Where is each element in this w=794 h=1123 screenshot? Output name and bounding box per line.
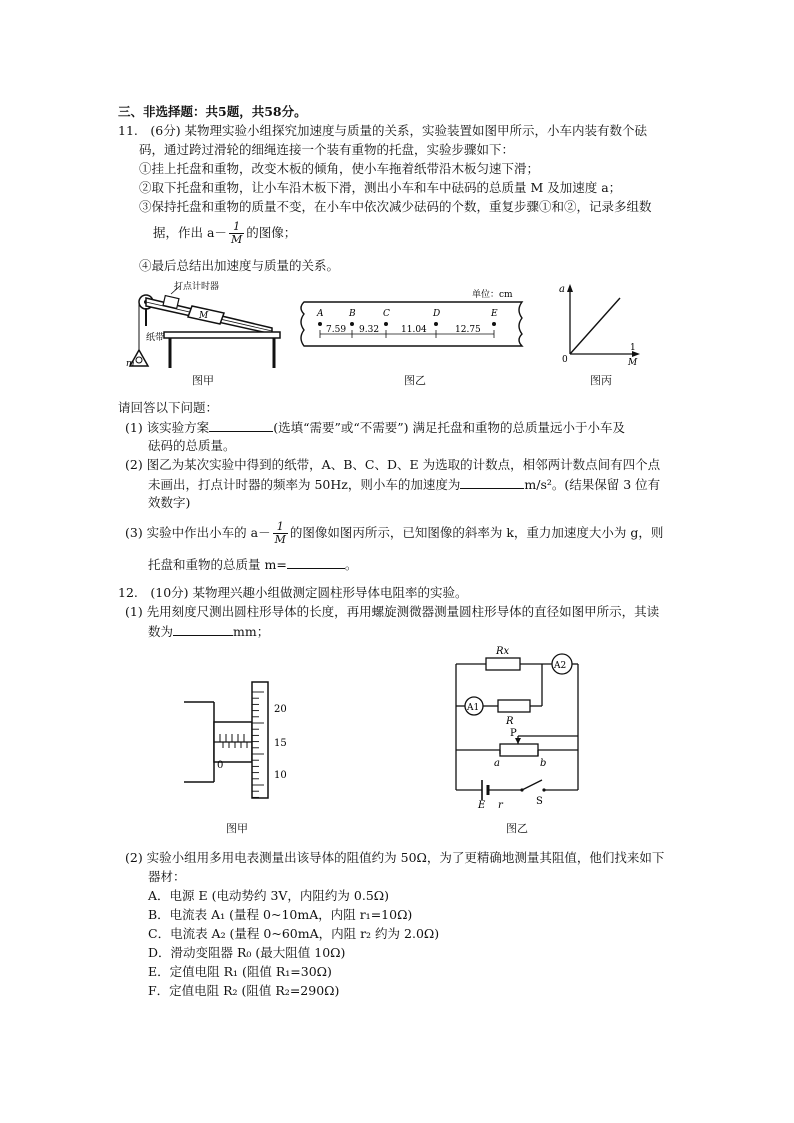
q12-intro: 12. (10分) 某物理兴趣小组做测定圆柱形导体电阻率的实验。 <box>118 585 468 600</box>
graph-xlabel-den: M <box>628 358 638 368</box>
tape-figure <box>298 288 528 356</box>
equipment-item: A．电源 E (电动势约 3V，内阻约为 0.5Ω) <box>148 888 390 903</box>
circuit-figure <box>448 640 588 810</box>
section-title: 三、非选择题：共5题，共58分。 <box>118 104 307 119</box>
fig11c-caption: 图丙 <box>590 374 612 387</box>
tape-distance-label: 11.04 <box>401 325 427 335</box>
a-label: a <box>494 758 500 769</box>
thimble-label-15: 15 <box>274 738 287 749</box>
q11-part1-blank[interactable] <box>209 419 273 432</box>
apparatus-figure <box>124 280 284 376</box>
graph-ylabel: a <box>559 284 565 295</box>
q11-step4: ④最后总结出加速度与质量的关系。 <box>139 258 340 273</box>
tape-unit: 单位：cm <box>472 290 513 300</box>
tape-point-label: D <box>433 309 441 319</box>
q11-step1: ①挂上托盘和重物，改变木板的倾角，使小车拖着纸带沿木板匀速下滑； <box>139 161 540 176</box>
micrometer-figure <box>180 678 300 802</box>
tape-point-D <box>434 322 438 326</box>
graph-line <box>570 298 620 354</box>
q11-step3-post: 的图像； <box>246 225 297 240</box>
a1-label: A1 <box>467 703 480 713</box>
answer-prompt: 请回答以下问题： <box>118 400 219 415</box>
q11-step2: ②取下托盘和重物，让小车沿木板下滑，测出小车和车中砝码的总质量 M 及加速度 a； <box>139 180 622 195</box>
a-vs-inverse-M-graph <box>556 282 646 370</box>
q11-part1-line2: 砝码的总质量。 <box>148 438 236 453</box>
timer-label: 打点计时器 <box>174 282 220 292</box>
tape-distance-label: 12.75 <box>455 325 481 335</box>
q11-part3-blank[interactable] <box>287 556 345 569</box>
r-int-label: r <box>498 800 503 810</box>
a2-label: A2 <box>554 661 567 671</box>
tape-point-A <box>318 322 322 326</box>
fig12a-caption: 图甲 <box>226 822 248 835</box>
p-label: P <box>510 728 517 739</box>
q11-step3-pre: 据，作出 a－ <box>153 225 227 240</box>
q11-part2-line2: 未画出，打点计时器的频率为 50Hz，则小车的加速度为 m/s²。(结果保留 3 位有 <box>148 477 661 492</box>
tape-label: 纸带 <box>146 333 165 343</box>
s-label: S <box>536 796 543 807</box>
r-label: R <box>506 716 514 727</box>
q11-step3-line1: ③保持托盘和重物的质量不变，在小车中依次减少砝码的个数，重复步骤①和②，记录多组数 <box>139 199 652 214</box>
switch-s <box>522 780 542 790</box>
tape-point-label: B <box>349 309 356 319</box>
equipment-item: B．电流表 A₁ (量程 0~10mA，内阻 r₁=10Ω) <box>148 907 413 922</box>
sleeve-zero: 0 <box>217 760 224 771</box>
tape-point-B <box>350 322 354 326</box>
cart-label: M <box>199 311 209 321</box>
fig12b-caption: 图乙 <box>506 822 528 835</box>
part3-fraction: $\frac{1}{M}$ <box>274 520 286 546</box>
q11-part3-line1: (3) 实验中作出小车的 a－ $\frac{1}{M}$ 的图像如图丙所示，已知图像的斜率为 k，重力加速度大小为 g，则 <box>125 520 664 546</box>
q12-part2-line2: 器材： <box>148 869 186 884</box>
b-label: b <box>540 758 547 769</box>
thimble-label-10: 10 <box>274 770 287 781</box>
q11-part1-line1: (1) 该实验方案 (选填“需要”或“不需要”) 满足托盘和重物的总质量远小于小车及 <box>125 420 625 435</box>
rheostat <box>500 744 538 756</box>
tape-point-E <box>492 322 496 326</box>
tape-distance-label: 9.32 <box>359 325 380 335</box>
q12-part1-line1: (1) 先用刻度尺测出圆柱形导体的长度，再用螺旋测微器测量圆柱形导体的直径如图甲所示，其读 <box>125 604 660 619</box>
e-label: E <box>478 800 486 810</box>
q11-intro-line1: 11. (6分) 某物理实验小组探究加速度与质量的关系，实验装置如图甲所示，小车内装有数个砝 <box>118 123 648 138</box>
q12-part2-line1: (2) 实验小组用多用电表测量出该导体的阻值约为 50Ω，为了更精确地测量其阻值，他们找来如下 <box>125 850 665 865</box>
mass-label: m <box>126 359 135 369</box>
q11-part3-line2: 托盘和重物的总质量 m= 。 <box>148 557 358 572</box>
tape-point-label: C <box>383 309 390 319</box>
q11-intro-line2: 码，通过跨过滑轮的细绳连接一个装有重物的托盘，实验步骤如下： <box>139 142 515 157</box>
graph-xlabel-num: 1 <box>630 343 636 353</box>
equipment-item: E．定值电阻 R₁ (阻值 R₁=30Ω) <box>148 964 332 979</box>
tape-point-C <box>384 322 388 326</box>
tape-point-label: A <box>317 309 324 319</box>
one-over-M-fraction: $\frac{1}{M}$ <box>230 220 243 246</box>
r-resistor <box>498 700 530 712</box>
equipment-item: F．定值电阻 R₂ (阻值 R₂=290Ω) <box>148 983 340 998</box>
q11-part2-blank[interactable] <box>460 476 524 489</box>
q11-part2-line1: (2) 图乙为某次实验中得到的纸带，A、B、C、D、E 为选取的计数点，相邻两计数点间有四个点 <box>125 457 661 472</box>
fig11b-caption: 图乙 <box>404 374 426 387</box>
q12-part1-blank[interactable] <box>173 623 233 636</box>
rx-resistor <box>486 658 520 670</box>
rx-label: Rx <box>496 646 510 657</box>
q12-part1-line2: 数为 mm； <box>148 624 270 639</box>
fig11a-caption: 图甲 <box>192 374 214 387</box>
equipment-item: D．滑动变阻器 R₀ (最大阻值 10Ω) <box>148 945 346 960</box>
q11-part2-line3: 效数字) <box>148 495 191 510</box>
graph-origin: 0 <box>562 355 568 365</box>
tape-distance-label: 7.59 <box>326 325 347 335</box>
q11-step3-line2 <box>153 218 296 248</box>
thimble-label-20: 20 <box>274 704 287 715</box>
equipment-item: C．电流表 A₂ (量程 0~60mA，内阻 r₂ 约为 2.0Ω) <box>148 926 440 941</box>
tape-point-label: E <box>491 309 498 319</box>
